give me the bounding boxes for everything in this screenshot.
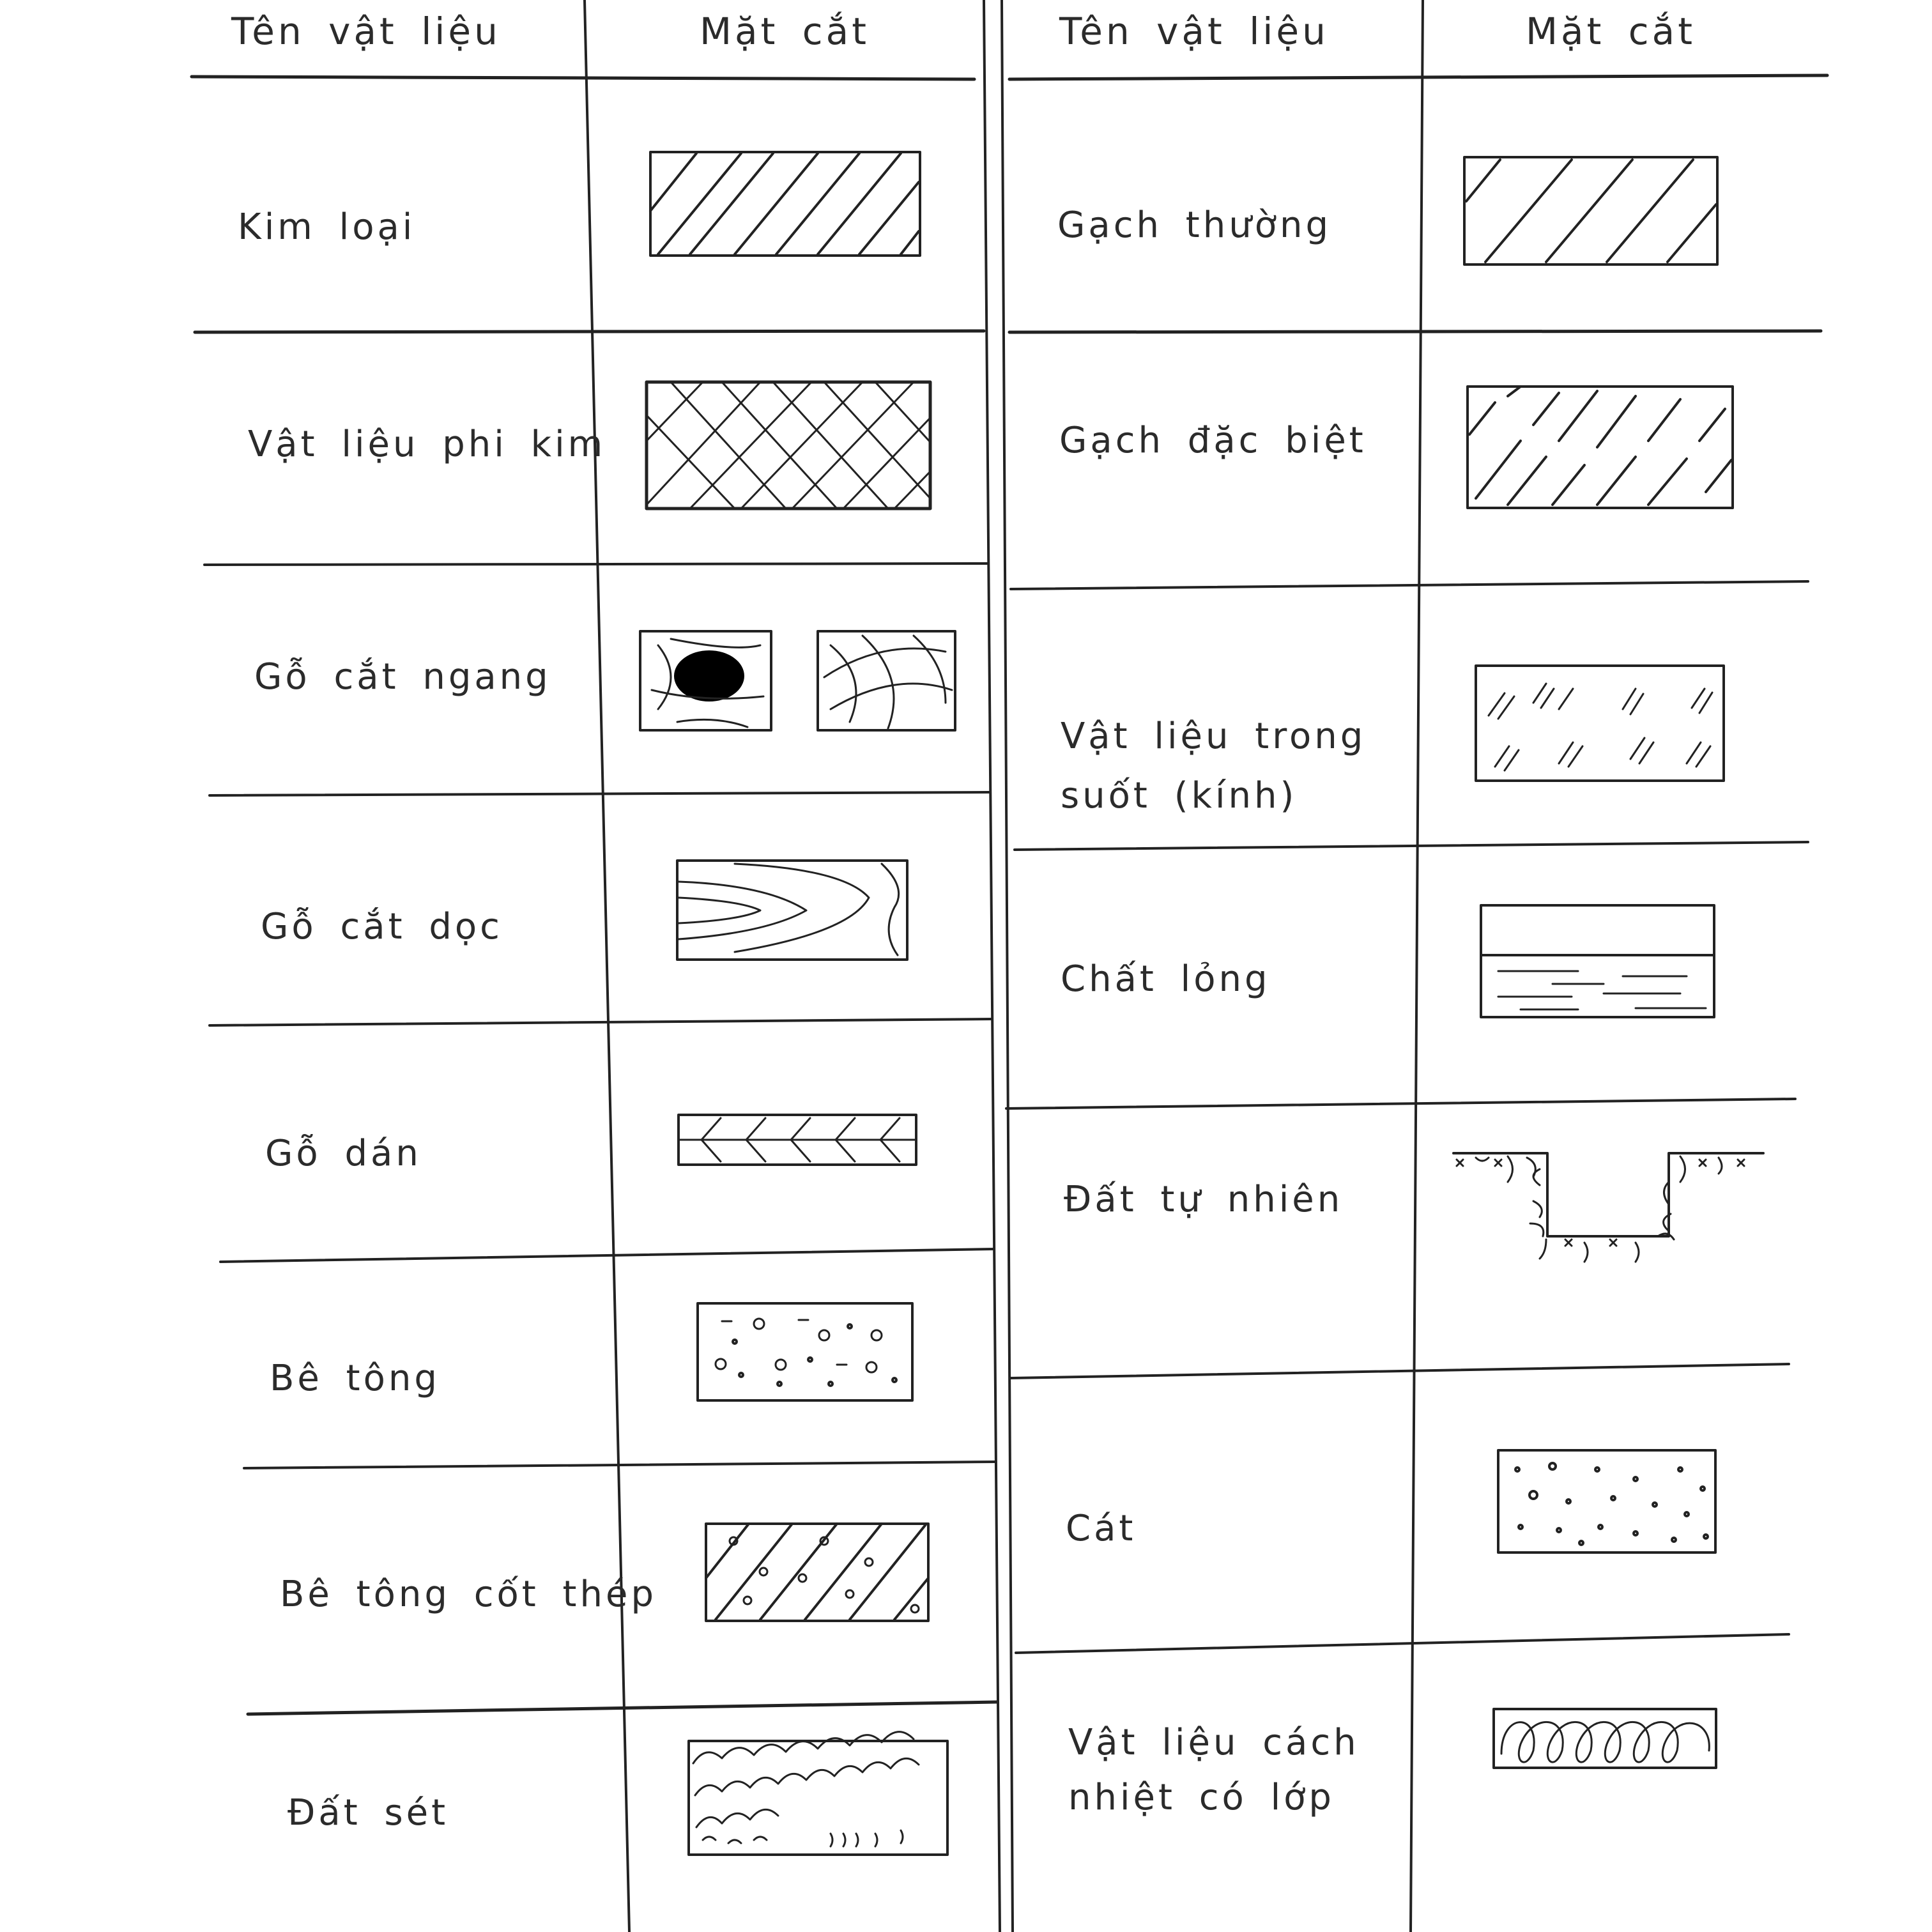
row-label-reinforced-concrete: Bê tông cốt thép bbox=[280, 1574, 657, 1615]
natural-soil-icon bbox=[1453, 1153, 1763, 1262]
right-header-material-name: Tên vật liệu bbox=[1059, 10, 1329, 53]
special-brick-icon bbox=[1468, 387, 1733, 508]
row-label-sand: Cát bbox=[1066, 1508, 1137, 1549]
plywood-icon bbox=[678, 1115, 916, 1165]
concrete-icon bbox=[698, 1303, 912, 1400]
metal-hatch-icon bbox=[650, 152, 920, 256]
reinforced-concrete-icon bbox=[706, 1524, 928, 1621]
row-label-common-brick: Gạch thường bbox=[1057, 204, 1332, 246]
row-label-insulation-line2: nhiệt có lớp bbox=[1068, 1777, 1335, 1818]
insulation-icon bbox=[1494, 1709, 1716, 1768]
glass-icon bbox=[1476, 666, 1724, 781]
row-label-clay: Đất sét bbox=[288, 1792, 449, 1834]
sand-icon bbox=[1498, 1450, 1715, 1552]
row-label-metal: Kim loại bbox=[238, 206, 416, 248]
row-label-natural-soil: Đất tự nhiên bbox=[1064, 1179, 1344, 1220]
wood-crosscut-icon bbox=[640, 631, 955, 730]
right-header-section: Mặt cắt bbox=[1526, 10, 1696, 53]
row-label-insulation-line1: Vật liệu cách bbox=[1068, 1722, 1360, 1763]
row-label-liquid: Chất lỏng bbox=[1061, 958, 1271, 1000]
row-label-special-brick: Gạch đặc biệt bbox=[1059, 420, 1367, 461]
nonmetal-crosshatch-icon bbox=[647, 382, 930, 509]
left-header-material-name: Tên vật liệu bbox=[231, 10, 501, 53]
brick-hatch-icon bbox=[1464, 157, 1717, 264]
left-header-section: Mặt cắt bbox=[700, 10, 870, 53]
row-label-glass-line1: Vật liệu trong bbox=[1061, 716, 1367, 757]
row-label-nonmetal: Vật liệu phi kim bbox=[248, 424, 606, 465]
row-label-glass-line2: suốt (kính) bbox=[1061, 775, 1298, 816]
wood-longitudinal-icon bbox=[677, 861, 907, 960]
row-label-plywood: Gỗ dán bbox=[265, 1133, 422, 1174]
clay-icon bbox=[689, 1732, 947, 1855]
liquid-icon bbox=[1481, 905, 1714, 1017]
row-label-concrete: Bê tông bbox=[270, 1358, 440, 1399]
row-label-wood-longitudinal: Gỗ cắt dọc bbox=[261, 906, 503, 947]
row-label-wood-crosscut: Gỗ cắt ngang bbox=[254, 656, 551, 698]
